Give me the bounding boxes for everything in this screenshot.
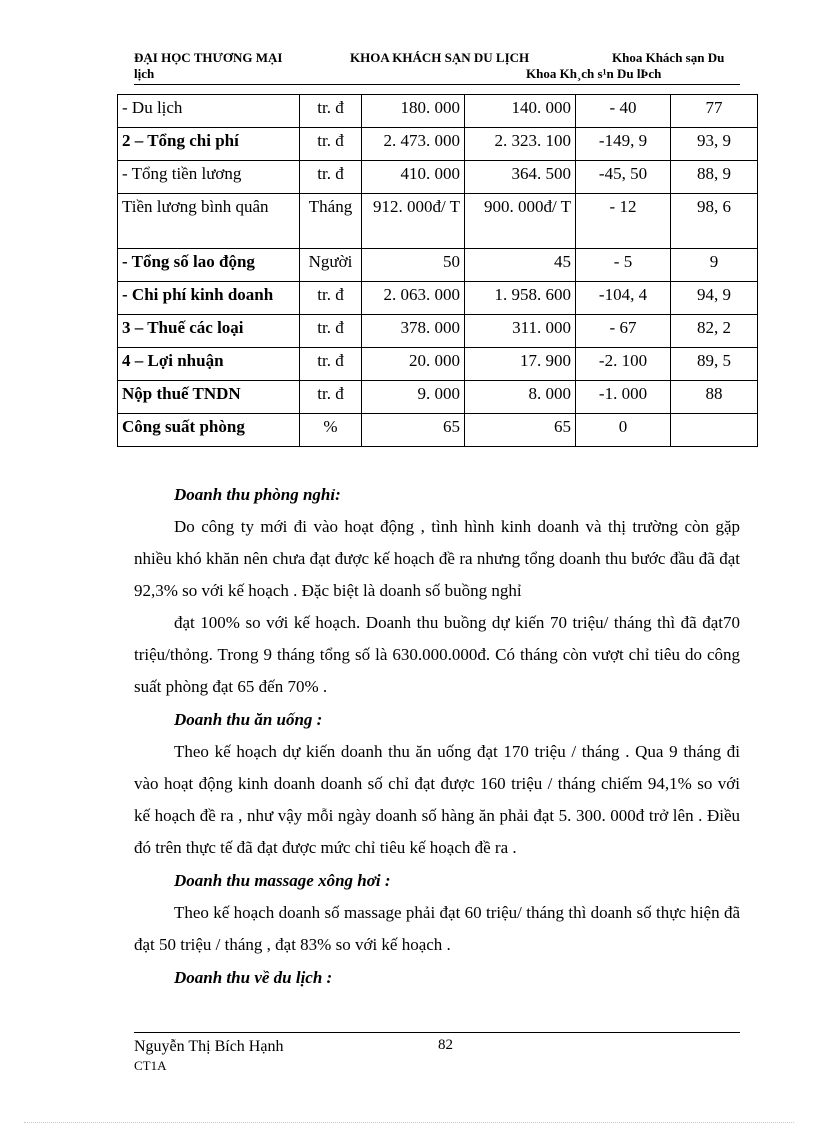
row-diff: - 12 [576, 194, 671, 249]
row-percent: 88 [671, 381, 758, 414]
row-percent: 82, 2 [671, 315, 758, 348]
row-actual: 8. 000 [465, 381, 576, 414]
table-row [118, 381, 758, 414]
row-unit: tr. đ [300, 161, 362, 194]
row-unit: tr. đ [300, 95, 362, 128]
row-percent [671, 414, 758, 447]
row-unit: tr. đ [300, 315, 362, 348]
row-plan: 65 [362, 414, 465, 447]
row-actual: 65 [465, 414, 576, 447]
table-row [118, 348, 758, 381]
row-percent: 94, 9 [671, 282, 758, 315]
row-percent: 98, 6 [671, 194, 758, 249]
table-row [118, 249, 758, 282]
row-plan: 9. 000 [362, 381, 465, 414]
row-plan: 912. 000đ/ T [362, 194, 465, 249]
table-row [118, 282, 758, 315]
row-unit: tr. đ [300, 282, 362, 315]
header-faculty-right: Khoa Khách sạn Du [612, 50, 725, 65]
header-line2-left: lịch [134, 66, 155, 81]
travel-heading: Doanh thu về du lịch : [174, 968, 333, 987]
row-percent: 89, 5 [671, 348, 758, 381]
row-plan: 2. 063. 000 [362, 282, 465, 315]
row-label: 2 – Tổng chi phí [118, 128, 300, 161]
row-label: Tiền lương bình quân [118, 194, 300, 249]
header-faculty: KHOA KHÁCH SẠN DU LỊCH [350, 50, 530, 65]
massage-paragraph: Theo kế hoạch doanh số massage phải đạt 60 triệu/ tháng thì doanh số thực hiện đã đạt 50 triệu / tháng , đạt 83% so với kế hoạch . [134, 903, 740, 954]
row-actual: 2. 323. 100 [465, 128, 576, 161]
table-row [118, 128, 758, 161]
row-diff: 0 [576, 414, 671, 447]
row-diff: - 5 [576, 249, 671, 282]
row-plan: 378. 000 [362, 315, 465, 348]
rooms-heading: Doanh thu phòng nghỉ: [174, 485, 341, 504]
page-number: 82 [438, 1037, 453, 1053]
row-actual: 45 [465, 249, 576, 282]
footer-author: Nguyễn Thị Bích Hạnh [134, 1038, 284, 1055]
row-label: 4 – Lợi nhuận [118, 348, 300, 381]
row-plan: 2. 473. 000 [362, 128, 465, 161]
row-diff: -1. 000 [576, 381, 671, 414]
row-diff: - 40 [576, 95, 671, 128]
row-label: Công suất phòng [118, 414, 300, 447]
rooms-paragraph-2: đạt 100% so với kế hoạch. Doanh thu buồng dự kiến 70 triệu/ tháng thì đã đạt70 triệu/thỏng. Trong 9 tháng tổng số là 630.000.000đ. Có tháng còn vượt chỉ tiêu do công suất phòng đạt 65 đến 70% . [134, 613, 740, 696]
row-unit: Người [300, 249, 362, 282]
page-header [134, 48, 740, 84]
row-label: 3 – Thuế các loại [118, 315, 300, 348]
row-percent: 9 [671, 249, 758, 282]
footer-divider [134, 1032, 740, 1033]
row-label: Nộp thuế TNDN [118, 381, 300, 414]
table-row [118, 161, 758, 194]
row-plan: 180. 000 [362, 95, 465, 128]
row-diff: -149, 9 [576, 128, 671, 161]
row-percent: 77 [671, 95, 758, 128]
body-text [134, 478, 740, 994]
row-label: - Tổng số lao động [118, 249, 300, 282]
row-unit: Tháng [300, 194, 362, 249]
rooms-paragraph-1: Do công ty mới đi vào hoạt động , tình hình kinh doanh và thị trường còn gặp nhiều khó khăn nên chưa đạt được kế hoạch đề ra nhưng tổng doanh thu bước đầu đã đạt 92,3% so với kế hoạch . Đặc biệt là doanh số buồng nghỉ [134, 517, 740, 600]
business-results-table [117, 94, 758, 447]
row-unit: tr. đ [300, 348, 362, 381]
row-actual: 311. 000 [465, 315, 576, 348]
row-diff: -104, 4 [576, 282, 671, 315]
row-plan: 50 [362, 249, 465, 282]
table-row [118, 95, 758, 128]
row-diff: - 67 [576, 315, 671, 348]
row-diff: -2. 100 [576, 348, 671, 381]
row-actual: 140. 000 [465, 95, 576, 128]
header-university: ĐẠI HỌC THƯƠNG MẠI [134, 50, 283, 65]
row-percent: 88, 9 [671, 161, 758, 194]
row-diff: -45, 50 [576, 161, 671, 194]
row-actual: 17. 900 [465, 348, 576, 381]
row-label: - Chi phí kinh doanh [118, 282, 300, 315]
row-unit: % [300, 414, 362, 447]
row-label: - Du lịch [118, 95, 300, 128]
food-paragraph: Theo kế hoạch dự kiến doanh thu ăn uống đạt 170 triệu / tháng . Qua 9 tháng đi vào hoạt động kinh doanh doanh số chỉ đạt được 160 triệu / tháng chiếm 94,1% so với kế hoạch đề ra , như vậy mỗi ngày doanh số hàng ăn phải đạt 5. 300. 000đ trở lên . Điều đó trên thực tế đã đạt được mức chỉ tiêu kế hoạch đề ra . [134, 742, 740, 857]
row-plan: 410. 000 [362, 161, 465, 194]
row-plan: 20. 000 [362, 348, 465, 381]
row-actual: 364. 500 [465, 161, 576, 194]
table-row [118, 315, 758, 348]
header-divider [134, 84, 740, 85]
food-heading: Doanh thu ăn uống : [174, 710, 323, 729]
row-unit: tr. đ [300, 128, 362, 161]
row-label: - Tổng tiền lương [118, 161, 300, 194]
table-row [118, 194, 758, 249]
footer-class: CT1A [134, 1058, 167, 1073]
row-unit: tr. đ [300, 381, 362, 414]
row-actual: 900. 000đ/ T [465, 194, 576, 249]
header-line2-right: Khoa Kh¸ch s¹n Du lÞch [526, 66, 662, 81]
row-actual: 1. 958. 600 [465, 282, 576, 315]
table-row [118, 414, 758, 447]
massage-heading: Doanh thu massage xông hơi : [174, 871, 391, 890]
row-percent: 93, 9 [671, 128, 758, 161]
